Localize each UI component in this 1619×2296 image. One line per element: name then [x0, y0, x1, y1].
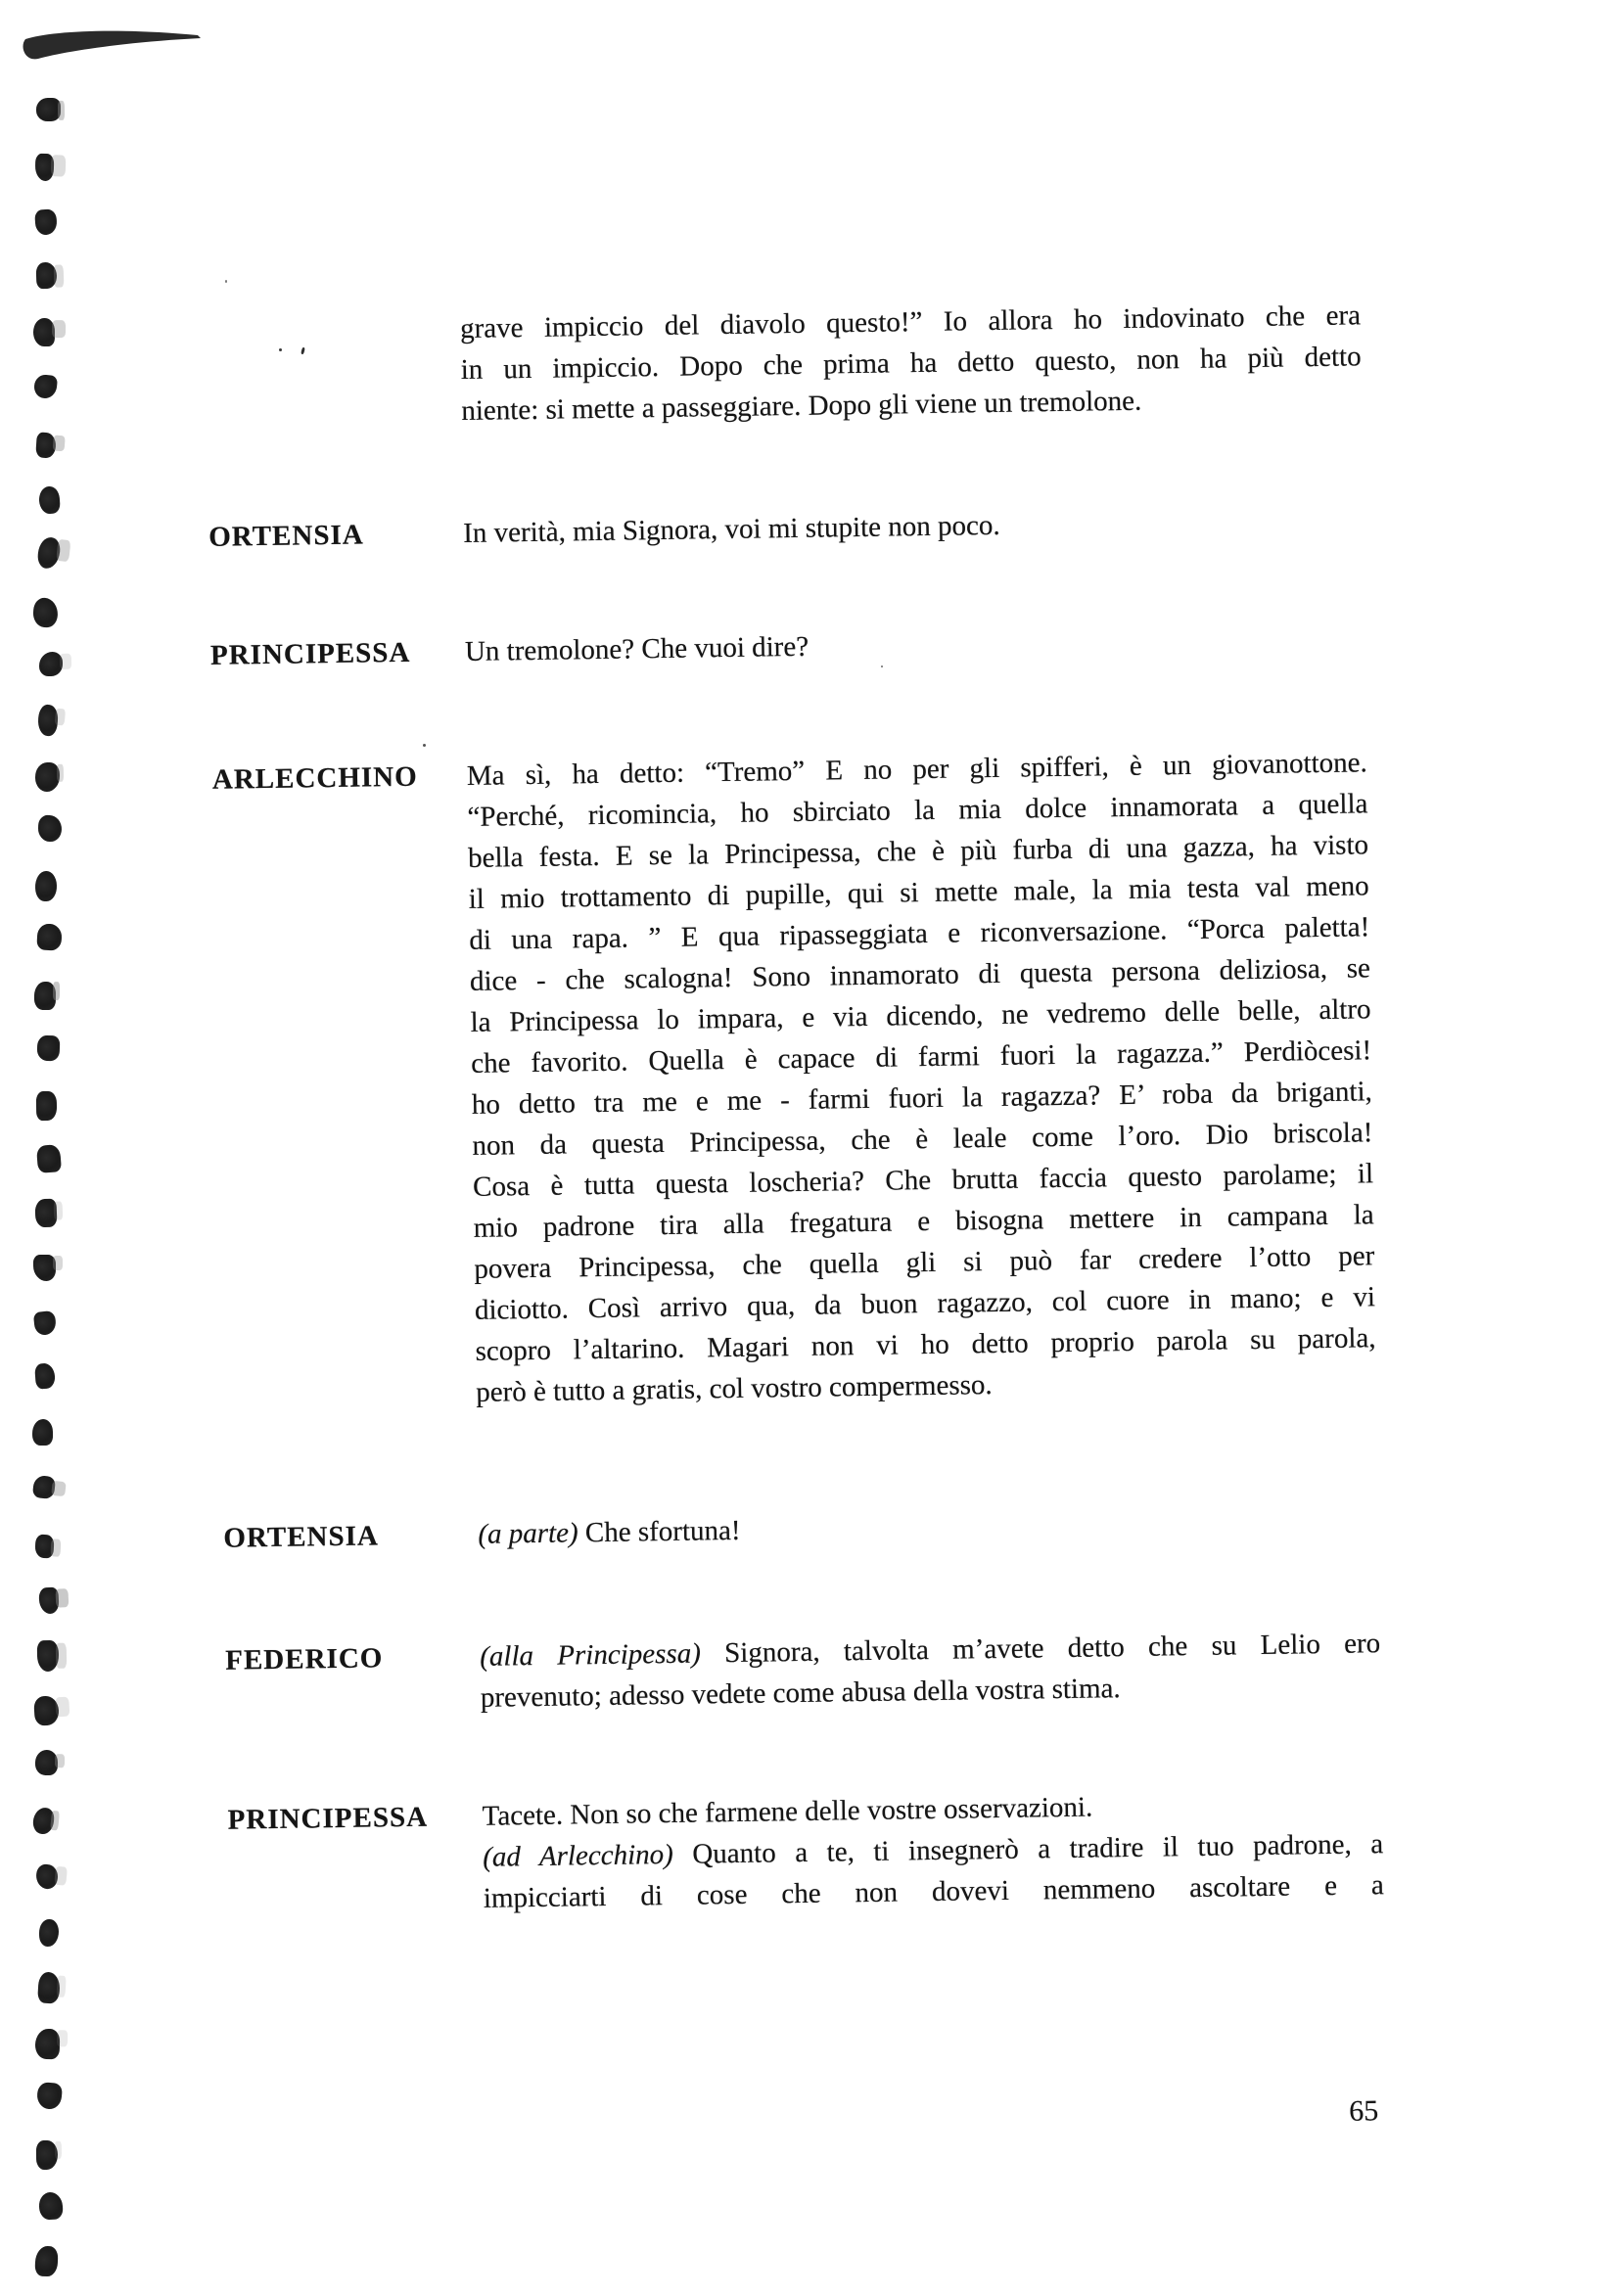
dialogue-text: Signora, talvolta m’avete detto che su Lelio ero: [723, 1628, 1381, 1670]
dialogue-line: il mio trottamento di pupille, qui si mette male, la mia testa val meno: [468, 870, 1369, 915]
dialogue-line: scopro l’altarino. Magari non vi ho detto proprio parola su parola,: [475, 1322, 1376, 1367]
speaker-label: ORTENSIA: [223, 1520, 380, 1554]
dialogue-line: mio padrone tira alla fregatura e bisogna mettere in campana la: [473, 1199, 1374, 1244]
script-block-arlecchino: [212, 742, 1387, 1417]
dialogue-line: ho detto tra me e me - farmi fuori la ragazza? E’ roba da briganti,: [471, 1076, 1372, 1121]
dialogue-line: povera Principessa, che quella gli si può far credere l’otto per: [474, 1240, 1375, 1285]
dialogue-line: di una rapa. ” E qua ripasseggiata e riconversazione. “Porca paletta!: [469, 911, 1370, 956]
script-block-principessa-2: [227, 1782, 1394, 1923]
dialogue-line: Ma sì, ha detto: “Tremo” E no per gli spifferi, è un giovanottone.: [466, 747, 1368, 792]
script-block-ortensia-2: [223, 1500, 1388, 1559]
speaker-label: PRINCIPESSA: [227, 1801, 429, 1836]
dialogue-line: impicciarti di cose che non dovevi nemmeno ascoltare e a: [483, 1869, 1385, 1914]
dialogue-line: “Perché, ricomincia, ho sbirciato la mia dolce innamorata a quella: [467, 788, 1368, 833]
speaker-label: ORTENSIA: [208, 519, 364, 553]
dialogue-text: Quanto a te, ti insegnerò a tradire il tuo padrone, a: [692, 1828, 1384, 1870]
dialogue-line: in un impiccio. Dopo che prima ha detto questo, non ha più detto: [460, 341, 1362, 386]
speaker-label: FEDERICO: [225, 1642, 384, 1676]
stage-direction: (alla Principessa): [479, 1637, 702, 1673]
dialogue-line: niente: si mette a passeggiare. Dopo gli viene un tremolone.: [461, 385, 1142, 427]
stage-direction: (a parte): [478, 1517, 578, 1550]
script-block-federico: [225, 1623, 1391, 1722]
dialogue-line: Un tremolone? Che vuoi dire?: [464, 630, 810, 667]
dialogue-continuation-paragraph: [460, 295, 1363, 432]
dialogue-line: Tacete. Non so che farmene delle vostre osservazioni.: [482, 1791, 1093, 1832]
speaker-label: PRINCIPESSA: [209, 636, 411, 671]
dialogue-line: diciotto. Così arrivo qua, da buon ragazzo, col cuore in mano; e vi: [474, 1281, 1376, 1326]
script-block-ortensia-1: [208, 499, 1373, 558]
dialogue-line: la Principessa lo impara, e via dicendo, ne vedremo delle belle, altro: [470, 993, 1371, 1038]
page-number: 65: [1348, 2094, 1379, 2128]
dialogue-line: dice - che scalogna! Sono innamorato di questa persona deliziosa, se: [469, 952, 1371, 997]
dialogue-line: però è tutto a gratis, col vostro compermesso.: [475, 1369, 993, 1408]
speaker-label: ARLECCHINO: [211, 760, 418, 796]
dialogue-text: Che sfortuna!: [584, 1514, 741, 1549]
dialogue-line: In verità, mia Signora, voi mi stupite non poco.: [462, 509, 1000, 549]
stage-direction: (ad Arlecchino): [483, 1838, 674, 1873]
dialogue-line: [478, 1500, 1379, 1555]
dialogue-line: prevenuto; adesso vedete come abusa della vostra stima.: [480, 1673, 1121, 1714]
dialogue-line: Cosa è tutta questa loscheria? Che brutta faccia questo parolame; il: [472, 1158, 1374, 1203]
dialogue-line: grave impiccio del diavolo questo!” Io allora ho indovinato che era: [459, 299, 1362, 344]
dialogue-line: non da questa Principessa, che è leale come l’oro. Dio briscola!: [472, 1117, 1373, 1162]
dialogue-line: bella festa. E se la Principessa, che è più furba di una gazza, ha visto: [467, 829, 1369, 874]
script-block-principessa-1: [210, 618, 1375, 676]
dialogue-line: che favorito. Quella è capace di farmi fuori la ragazza.” Perdiòcesi!: [470, 1034, 1372, 1079]
